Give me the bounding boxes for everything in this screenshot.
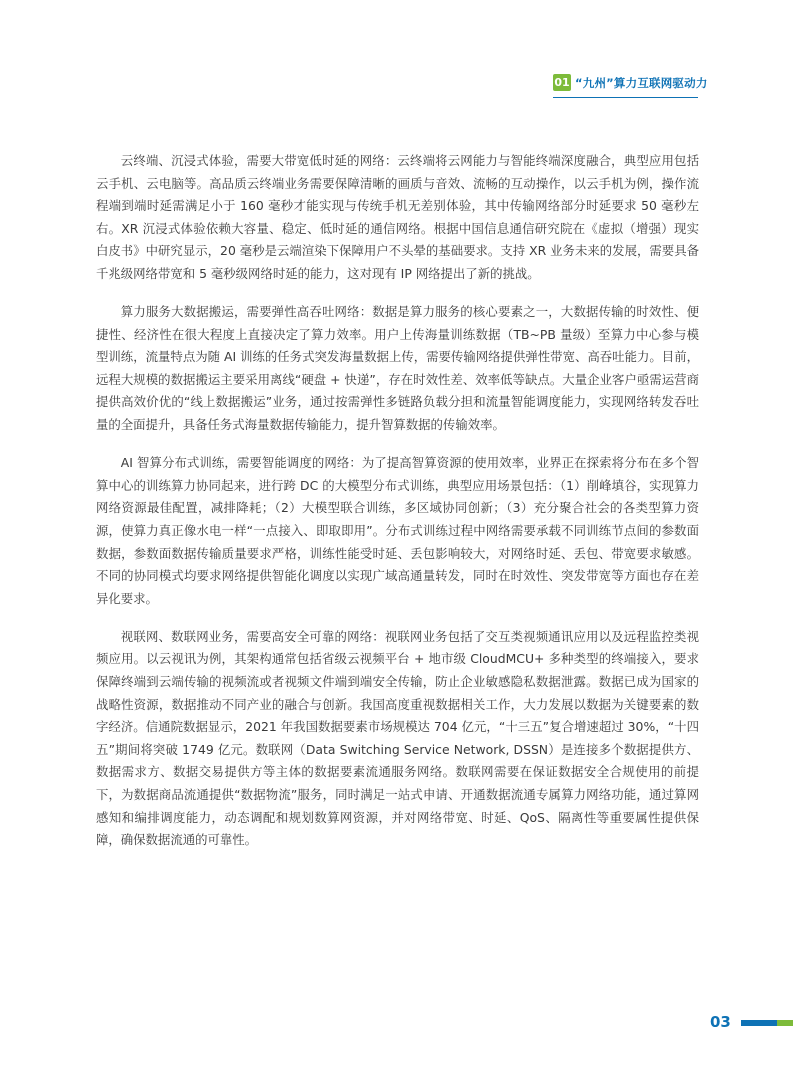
- page-number: 03: [710, 1013, 731, 1031]
- paragraph-big-data-transfer: 算力服务大数据搬运，需要弹性高吞吐网络：数据是算力服务的核心要素之一，大数据传输的时效性、便捷性、经济性在很大程度上直接决定了算力效率。用户上传海量训练数据（TB~PB 量级）至算力中心参与模型训练，流量特点为随 AI 训练的任务式突发海量数据上传，需要传输网络提供弹性带宽、高吞吐能力。目前，远程大规模的数据搬运主要采用离线“硬盘 + 快递”，存在时效性差、效率低等缺点。大量企业客户亟需运营商提供高效价优的“线上数据搬运”业务，通过按需弹性多链路负载分担和流量智能调度能力，实现网络转发吞吐量的全面提升，具备任务式海量数据传输能力，提升智算数据的传输效率。: [96, 304, 699, 433]
- paragraph-cloud-terminal: 云终端、沉浸式体验，需要大带宽低时延的网络：云终端将云网能力与智能终端深度融合，典型应用包括云手机、云电脑等。高品质云终端业务需要保障清晰的画质与音效、流畅的互动操作，以云手机为例，操作流程端到端时延需满足小于 160 毫秒才能实现与传统手机无差别体验，其中传输网络部分时延要求 50 毫秒左右。XR 沉浸式体验依赖大容量、稳定、低时延的通信网络。根据中国信息通信研究院在《虚拟（增强）现实白皮书》中研究显示，20 毫秒是云端渲染下保障用户不头晕的基础要求。支持 XR 业务未来的发展，需要具备千兆级网络带宽和 5 毫秒级网络时延的能力，这对现有 IP 网络提出了新的挑战。: [96, 153, 699, 281]
- page-footer: [710, 1013, 731, 1031]
- header-divider: [553, 97, 698, 98]
- chapter-logo-icon: [553, 74, 571, 91]
- document-body: [96, 150, 699, 867]
- chapter-logo-number: 01: [554, 76, 570, 89]
- footer-bar-green: [777, 1020, 793, 1026]
- page-header: [553, 74, 708, 91]
- paragraph-ai-distributed-training: AI 智算分布式训练，需要智能调度的网络：为了提高智算资源的使用效率，业界正在探索将分布在多个智算中心的训练算力协同起来，进行跨 DC 的大模型分布式训练，典型应用场景包括：（1）削峰填谷，实现算力网络资源最佳配置，减排降耗；（2）大模型联合训练，多区域协同创新；（3）充分聚合社会的各类型算力资源，使算力真正像水电一样“一点接入、即取即用”。分布式训练过程中网络需要承载不同训练节点间的参数面数据，参数面数据传输质量要求严格，训练性能受时延、丢包影响较大，对网络时延、丢包、带宽要求敏感。不同的协同模式均要求网络提供智能化调度以实现广域高通量转发，同时在时效性、突发带宽等方面也存在差异化要求。: [96, 455, 699, 606]
- paragraph-video-data-network: 视联网、数联网业务，需要高安全可靠的网络：视联网业务包括了交互类视频通讯应用以及远程监控类视频应用。以云视讯为例，其架构通常包括省级云视频平台 + 地市级 CloudMCU+ 多种类型的终端接入，要求保障终端到云端传输的视频流或者视频文件端到端安全传输，防止企业敏感隐私数据泄露。数据已成为国家的战略性资源，数据推动不同产业的融合与创新。我国高度重视数据相关工作，大力发展以数据为关键要素的数字经济。信通院数据显示，2021 年我国数据要素市场规模达 704 亿元，“十三五”复合增速超过 30%，“十四五”期间将突破 1749 亿元。数联网（Data Switching Service Network, DSSN）是连接多个数据提供方、数据需求方、数据交易提供方等主体的数据要素流通服务网络。数联网需要在保证数据安全合规使用的前提下，为数据商品流通提供“数据物流”服务，同时满足一站式申请、开通数据流通专属算力网络功能，通过算网感知和编排调度能力，动态调配和规划数算网资源，并对网络带宽、时延、QoS、隔离性等重要属性提供保障，确保数据流通的可靠性。: [96, 628, 699, 848]
- header-title: “九州”算力互联网驱动力: [575, 75, 708, 90]
- footer-bar-blue: [741, 1020, 777, 1026]
